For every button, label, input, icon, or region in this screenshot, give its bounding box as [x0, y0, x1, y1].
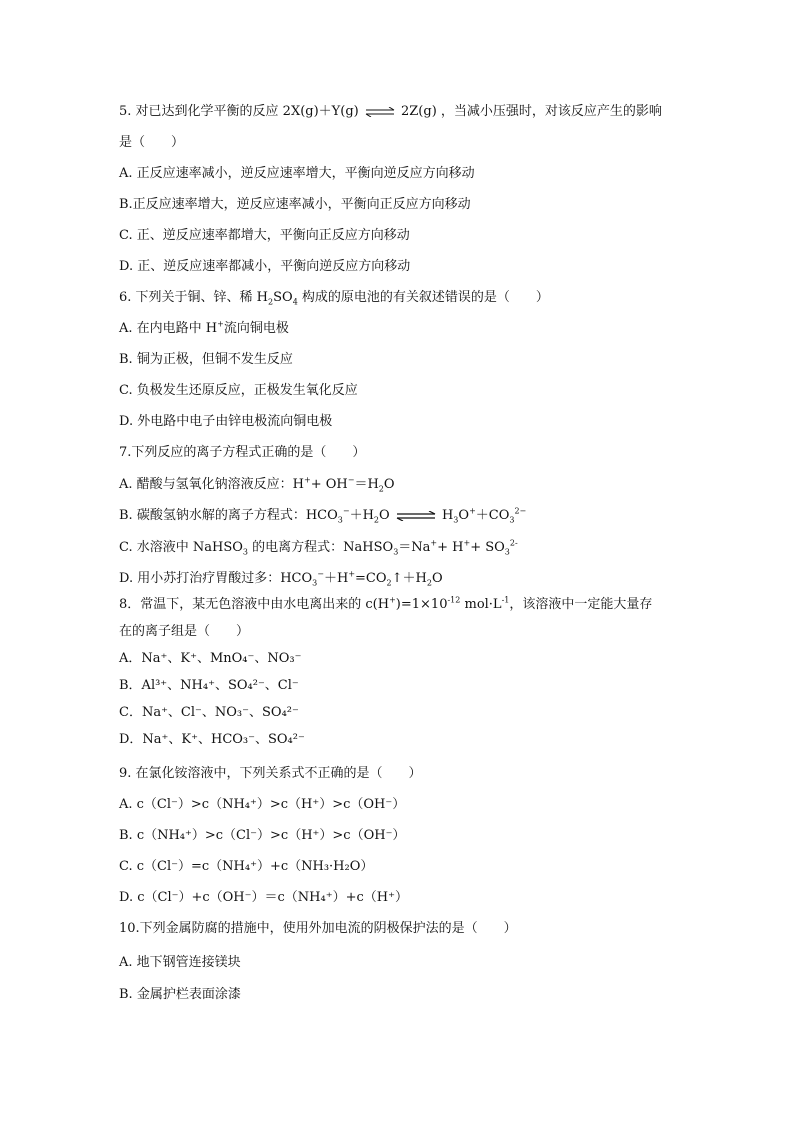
equilibrium-arrow-icon [365, 107, 395, 117]
q10-stem: 10.下列金属防腐的措施中，使用外加电流的阴极保护法的是（ ） [119, 921, 517, 936]
q8-option-b: B．Al³⁺、NH₄⁺、SO₄²⁻、Cl⁻ [119, 678, 299, 693]
q7-b-sub-3: 3 [337, 515, 343, 525]
q8-option-c: C．Na⁺、Cl⁻、NO₃⁻、SO₄²⁻ [119, 705, 299, 720]
q7-d-4: ↑＋H [391, 571, 427, 586]
q8-option-d: D．Na⁺、K⁺、HCO₃⁻、SO₄²⁻ [119, 732, 305, 747]
q7-c-3: ＝Na [398, 540, 431, 555]
q7-b-6: ＋CO [475, 508, 510, 523]
q5-option-a: A. 正反应速率减小，逆反应速率增大，平衡向逆反应方向移动 [119, 166, 475, 181]
q8-sup-neg12: -12 [447, 595, 461, 605]
q5-option-d: D. 正、逆反应速率都减小，平衡向逆反应方向移动 [119, 259, 411, 274]
q7-a-sup-minus: − [347, 475, 355, 485]
q7-c-sub-3c: 3 [504, 547, 510, 557]
q5-stem-part-a: 5. 对已达到化学平衡的反应 2X(g)＋Y(g) [119, 104, 359, 119]
q6-option-b: B. 铜为正极，但铜不发生反应 [119, 352, 293, 367]
q7-option-a [119, 476, 395, 494]
q7-a-sub-2: 2 [378, 484, 384, 494]
q6-option-c: C. 负极发生还原反应，正极发生氧化反应 [119, 383, 358, 398]
q6-sub-2: 2 [268, 297, 274, 307]
q7-a-2: + OH [310, 477, 348, 492]
q7-c-sup-plus: + [430, 538, 438, 548]
q9-stem: 9. 在氯化铵溶液中，下列关系式不正确的是（ ） [119, 766, 422, 781]
q7-b-sup-plus: + [469, 506, 476, 516]
q5-option-c: C. 正、逆反应速率都增大，平衡向正反应方向移动 [119, 228, 410, 243]
q6-stem-a: 6. 下列关于铜、锌、稀 H [119, 290, 269, 305]
q8-sup-plus: + [389, 595, 396, 605]
q9-option-a: A. c（Cl⁻）>c（NH₄⁺）>c（H⁺）>c（OH⁻） [119, 797, 406, 812]
q7-option-b [119, 507, 526, 525]
q7-d-3: =CO [355, 571, 387, 586]
q8-option-a: A．Na⁺、K⁺、MnO₄⁻、NO₃⁻ [119, 651, 302, 666]
q7-b-2: ＋H [349, 508, 374, 523]
q7-b-3: O [379, 508, 390, 523]
q6-stem [119, 289, 549, 307]
q8-stem-b: )=1×10 [395, 597, 448, 612]
q7-b-sub-3c: 3 [509, 515, 515, 525]
q7-a-4: O [383, 477, 395, 492]
q6-sub-4: 4 [292, 297, 298, 307]
q7-c-sup-plus-b: + [463, 538, 471, 548]
q7-b-sup-minus: − [342, 506, 350, 516]
q8-stem-c: mol·L [460, 597, 502, 612]
q5-stem-line2: 是（ ） [119, 135, 185, 150]
q6-opt-a-2: 流向铜电极 [223, 321, 289, 336]
q7-d-sup-minus: − [317, 569, 324, 579]
reversible-arrow-icon [396, 511, 436, 521]
q10-option-a: A. 地下钢管连接镁块 [119, 955, 241, 970]
q7-d-1: D. 用小苏打治疗胃酸过多：HCO [119, 571, 313, 586]
q7-c-2: 的电离方程式：NaHSO [248, 540, 394, 555]
q6-opt-a-1: A. 在内电路中 H [119, 321, 218, 336]
q7-a-3: ＝H [354, 477, 379, 492]
q8-stem-d: ，该溶液中一定能大量存 [509, 597, 653, 612]
q6-stem-c: 构成的原电池的有关叙述错误的是（ ） [297, 290, 549, 305]
q6-option-d: D. 外电路中电子由锌电极流向铜电极 [119, 414, 333, 429]
q7-d-sub-3: 3 [312, 578, 318, 588]
q7-c-5: + SO [470, 540, 505, 555]
q8-stem-a: 8．常温下，某无色溶液中由水电离出来的 c(H [119, 597, 390, 612]
q7-c-sub-3: 3 [242, 547, 249, 557]
q7-option-d [119, 570, 443, 588]
q9-option-b: B. c（NH₄⁺）>c（Cl⁻）>c（H⁺）>c（OH⁻） [119, 828, 406, 843]
q7-d-5: O [431, 571, 443, 586]
q7-option-c [119, 539, 518, 557]
q8-stem-line1 [119, 596, 652, 614]
q7-b-5: O [458, 508, 470, 523]
q7-d-sup-plus: + [348, 569, 356, 579]
q7-b-1: B. 碳酸氢钠水解的离子方程式：HCO [119, 508, 338, 523]
q7-stem: 7.下列反应的离子方程式正确的是（ ） [119, 445, 366, 460]
q7-b-sup-2minus: 2− [514, 506, 527, 516]
q5-stem-part-b: 2Z(g) ，当减小压强时，对该反应产生的影响 [401, 104, 662, 119]
q7-d-sub-2b: 2 [426, 578, 432, 588]
q6-option-a [119, 320, 289, 338]
q5-stem-line1 [119, 103, 662, 121]
q7-b-sub-3b: 3 [453, 515, 459, 525]
q7-b-4: H [441, 508, 454, 523]
q7-d-2: ＋H [323, 571, 349, 586]
q9-option-c: C. c（Cl⁻）=c（NH₄⁺）+c（NH₃·H₂O） [119, 859, 374, 874]
q9-option-d: D. c（Cl⁻）+c（OH⁻）＝c（NH₄⁺）+c（H⁺） [119, 890, 408, 905]
q7-a-1: A. 醋酸与氢氧化钠溶液反应：H [119, 477, 304, 492]
q6-stem-b: SO [273, 290, 293, 305]
q6-opt-a-sup: + [217, 319, 224, 329]
q7-a-sup-plus: + [304, 475, 311, 485]
q5-option-b: B.正反应速率增大，逆反应速率减小，平衡向正反应方向移动 [119, 197, 471, 212]
q7-c-sup-2minus: 2- [509, 538, 518, 548]
q7-c-4: + H [437, 540, 464, 555]
q10-option-b: B. 金属护栏表面涂漆 [119, 987, 241, 1002]
q8-sup-neg1: -1 [501, 595, 510, 605]
q8-stem-line2: 在的离子组是（ ） [119, 624, 250, 639]
q7-c-sub-3b: 3 [393, 547, 399, 557]
q7-c-1: C. 水溶液中 NaHSO [119, 540, 243, 555]
q7-d-sub-2: 2 [386, 578, 392, 588]
q7-b-sub-2: 2 [373, 515, 379, 525]
